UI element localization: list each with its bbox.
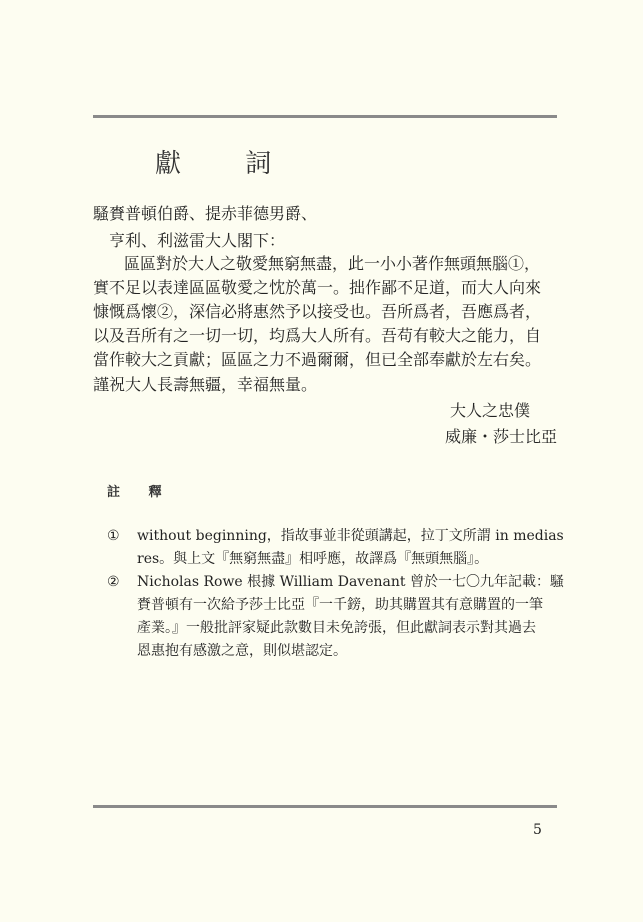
note-1-line-2: res。與上文『無窮無盡』相呼應，故譯爲『無頭無腦』。 <box>137 551 489 567</box>
signature-line-1: 大人之忠僕 <box>449 401 530 420</box>
note-1 <box>107 525 564 548</box>
note-2-line-3: 產業。』一般批評家疑此款數目未免誇張，但此獻詞表示對其過去 <box>137 620 536 636</box>
body-line-4: 以及吾所有之一切一切，均爲大人所有。吾苟有較大之能力，自 <box>93 326 542 345</box>
body-line-2: 實不足以表達區區敬愛之忱於萬一。拙作鄙不足道，而大人向來 <box>93 278 542 297</box>
top-rule <box>93 115 557 118</box>
page-number: 5 <box>533 822 542 838</box>
body-line-6: 謹祝大人長壽無疆，幸福無量。 <box>93 375 318 394</box>
salutation-line-1: 騷賚普頓伯爵、提赤菲德男爵、 <box>93 204 318 223</box>
note-1-line-1: without beginning，指故事並非從頭講起，拉丁文所謂 in medias <box>137 528 564 544</box>
body-line-1: 區區對於大人之敬愛無窮無盡，此一小小著作無頭無腦①， <box>124 254 541 273</box>
signature-line-2: 威廉・莎士比亞 <box>444 427 557 446</box>
body-line-5: 當作較大之貢獻；區區之力不過爾爾，但已全部奉獻於左右矣。 <box>93 350 542 369</box>
salutation-line-2: 亨利、利滋雷大人閣下： <box>109 231 286 250</box>
notes-heading: 註 釋 <box>107 485 174 500</box>
note-2-line-4: 恩惠抱有感激之意，則似堪認定。 <box>137 643 347 659</box>
note-2-mark: ② <box>107 574 120 590</box>
note-2-line-1: Nicholas Rowe 根據 William Davenant 曾於一七〇九年記載：騷 <box>137 574 564 590</box>
note-2 <box>107 571 564 594</box>
note-2-line-2: 賚普頓有一次給予莎士比亞『一千鎊，助其購置其有意購置的一筆 <box>137 597 543 613</box>
note-1-mark: ① <box>107 528 120 544</box>
page-title: 獻 詞 <box>155 149 300 179</box>
body-line-3: 慷慨爲懷②，深信必將惠然予以接受也。吾所爲者，吾應爲者， <box>93 302 542 321</box>
bottom-rule <box>93 805 557 808</box>
